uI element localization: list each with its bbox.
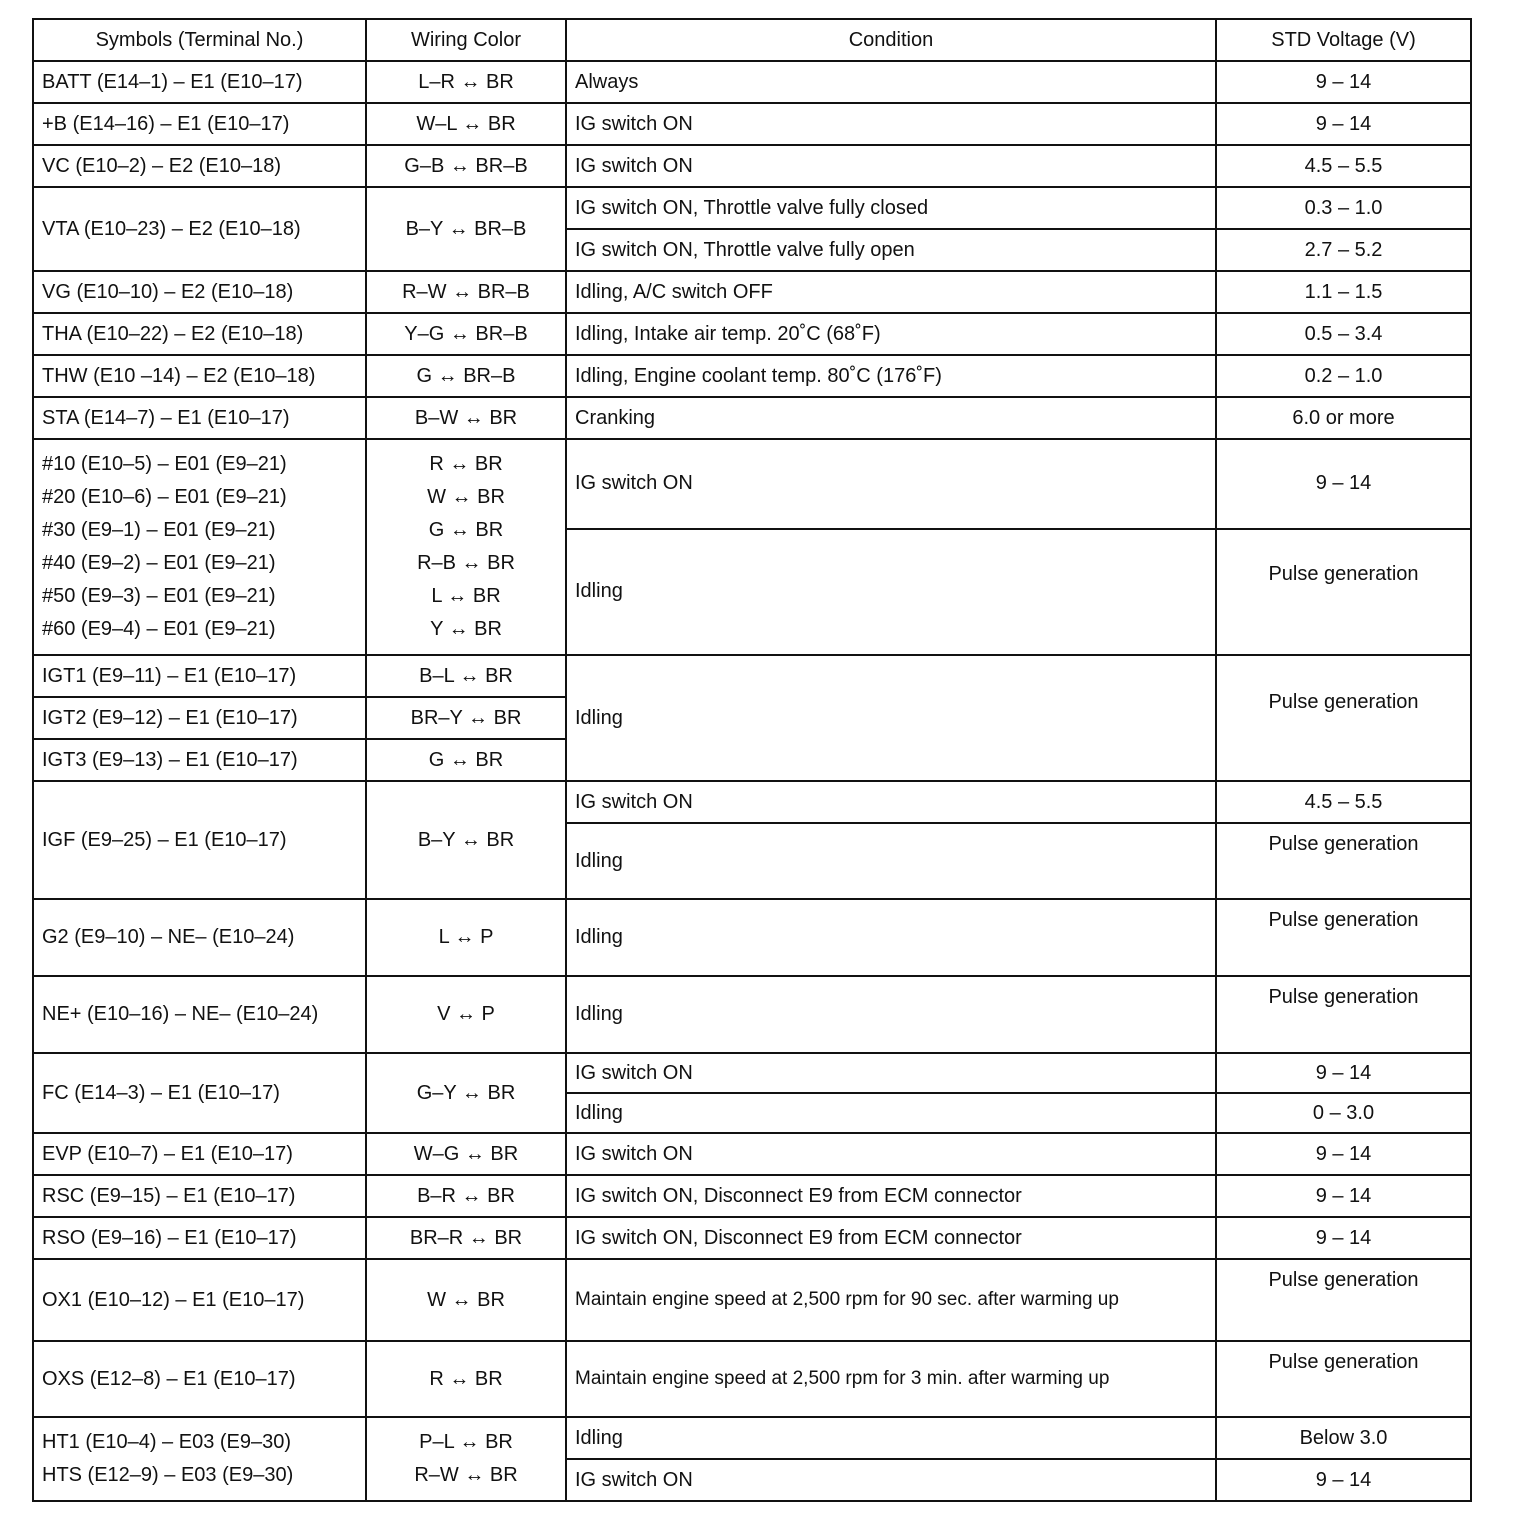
voltage-cell: 9 – 14 [1216,1459,1471,1501]
voltage-cell: 9 – 14 [1216,439,1471,529]
condition-cell: Always [566,61,1216,103]
voltage-cell: 4.5 – 5.5 [1216,145,1471,187]
table-row [33,1417,1471,1459]
wiring-cell: R ↔ BR [366,1341,566,1417]
voltage-cell: 0 – 3.0 [1216,1093,1471,1133]
injector-symbol: #30 (E9–1) – E01 (E9–21) [42,519,276,541]
wiring-cell: W–G ↔ BR [366,1133,566,1175]
table-row [33,1217,1471,1259]
wiring-cell: Y–G ↔ BR–B [366,313,566,355]
table-row [33,1133,1471,1175]
ht-symbol: HTS (E12–9) – E03 (E9–30) [42,1464,294,1486]
condition-cell: Maintain engine speed at 2,500 rpm for 90 sec. after warming up [566,1259,1216,1341]
condition-cell: IG switch ON [566,1459,1216,1501]
condition-cell: IG switch ON [566,781,1216,823]
symbol-cell: VC (E10–2) – E2 (E10–18) [33,145,366,187]
voltage-cell: 0.5 – 3.4 [1216,313,1471,355]
table-row [33,355,1471,397]
condition-cell: Idling [566,655,1216,781]
voltage-cell: 9 – 14 [1216,1175,1471,1217]
table-row [33,61,1471,103]
symbol-cell: FC (E14–3) – E1 (E10–17) [33,1053,366,1133]
voltage-cell: Below 3.0 [1216,1417,1471,1459]
ecm-terminal-voltage-table [32,18,1472,1502]
symbol-cell: NE+ (E10–16) – NE– (E10–24) [33,976,366,1053]
table-row [33,439,1471,529]
table-header-row [33,19,1471,61]
wiring-cell: G–B ↔ BR–B [366,145,566,187]
symbol-cell: BATT (E14–1) – E1 (E10–17) [33,61,366,103]
injector-wiring: R ↔ BR [429,453,503,475]
symbol-cell: IGT2 (E9–12) – E1 (E10–17) [33,697,366,739]
symbol-cell: +B (E14–16) – E1 (E10–17) [33,103,366,145]
table-row [33,899,1471,976]
wiring-cell: G–Y ↔ BR [366,1053,566,1133]
wiring-cell: W ↔ BR [366,1259,566,1341]
symbol-cell: THW (E10 –14) – E2 (E10–18) [33,355,366,397]
header-wiring-color: Wiring Color [366,19,566,61]
symbol-cell: IGF (E9–25) – E1 (E10–17) [33,781,366,899]
table-row [33,1175,1471,1217]
condition-cell: Idling [566,1093,1216,1133]
wiring-cell: L ↔ P [366,899,566,976]
symbol-cell: OX1 (E10–12) – E1 (E10–17) [33,1259,366,1341]
symbol-cell: VG (E10–10) – E2 (E10–18) [33,271,366,313]
ht-wiring: P–L ↔ BR [419,1431,513,1453]
voltage-cell: 9 – 14 [1216,61,1471,103]
table-row [33,1259,1471,1341]
voltage-cell: 9 – 14 [1216,1133,1471,1175]
voltage-cell: Pulse generation [1216,899,1471,976]
symbol-cell: RSC (E9–15) – E1 (E10–17) [33,1175,366,1217]
table-row [33,1053,1471,1093]
condition-cell: IG switch ON, Throttle valve fully closed [566,187,1216,229]
symbol-cell: OXS (E12–8) – E1 (E10–17) [33,1341,366,1417]
condition-cell: Idling [566,899,1216,976]
condition-cell: Idling [566,1417,1216,1459]
symbol-cell: G2 (E9–10) – NE– (E10–24) [33,899,366,976]
injector-symbol: #10 (E10–5) – E01 (E9–21) [42,453,287,475]
table-row [33,103,1471,145]
ht-wirings-cell [366,1417,566,1501]
wiring-cell: B–W ↔ BR [366,397,566,439]
table-row [33,781,1471,823]
wiring-cell: L–R ↔ BR [366,61,566,103]
voltage-cell: 4.5 – 5.5 [1216,781,1471,823]
voltage-cell: 9 – 14 [1216,1217,1471,1259]
condition-cell: Idling [566,823,1216,899]
condition-cell: IG switch ON, Disconnect E9 from ECM connector [566,1217,1216,1259]
injector-wiring: R–B ↔ BR [417,552,515,574]
symbol-cell: THA (E10–22) – E2 (E10–18) [33,313,366,355]
injector-symbol: #60 (E9–4) – E01 (E9–21) [42,618,276,640]
table-row [33,976,1471,1053]
voltage-cell: Pulse generation [1216,655,1471,781]
condition-cell: IG switch ON [566,1053,1216,1093]
table-row [33,1341,1471,1417]
symbol-cell: IGT1 (E9–11) – E1 (E10–17) [33,655,366,697]
symbol-cell: IGT3 (E9–13) – E1 (E10–17) [33,739,366,781]
injector-symbol: #40 (E9–2) – E01 (E9–21) [42,552,276,574]
table-row [33,655,1471,697]
condition-cell: IG switch ON [566,439,1216,529]
wiring-cell: R–W ↔ BR–B [366,271,566,313]
voltage-cell: 0.2 – 1.0 [1216,355,1471,397]
condition-cell: IG switch ON [566,103,1216,145]
table-row [33,313,1471,355]
header-symbols: Symbols (Terminal No.) [33,19,366,61]
voltage-cell: 1.1 – 1.5 [1216,271,1471,313]
table-row [33,271,1471,313]
voltage-cell: 9 – 14 [1216,1053,1471,1093]
injector-symbol: #50 (E9–3) – E01 (E9–21) [42,585,276,607]
wiring-cell: B–R ↔ BR [366,1175,566,1217]
voltage-cell: 9 – 14 [1216,103,1471,145]
condition-cell: Idling, Engine coolant temp. 80˚C (176˚F) [566,355,1216,397]
wiring-cell: W–L ↔ BR [366,103,566,145]
wiring-cell: G ↔ BR [366,739,566,781]
voltage-cell: 2.7 – 5.2 [1216,229,1471,271]
symbol-cell: VTA (E10–23) – E2 (E10–18) [33,187,366,271]
table-row [33,145,1471,187]
condition-cell: Idling, Intake air temp. 20˚C (68˚F) [566,313,1216,355]
injector-wiring: G ↔ BR [428,519,504,541]
condition-cell: IG switch ON [566,1133,1216,1175]
wiring-cell: G ↔ BR–B [366,355,566,397]
wiring-cell: B–L ↔ BR [366,655,566,697]
condition-cell: IG switch ON, Throttle valve fully open [566,229,1216,271]
wiring-cell: B–Y ↔ BR [366,781,566,899]
condition-cell: Idling [566,529,1216,655]
symbol-cell: EVP (E10–7) – E1 (E10–17) [33,1133,366,1175]
wiring-cell: BR–Y ↔ BR [366,697,566,739]
voltage-cell: Pulse generation [1216,823,1471,899]
ht-symbol: HT1 (E10–4) – E03 (E9–30) [42,1431,292,1453]
voltage-cell: Pulse generation [1216,529,1471,655]
voltage-cell: Pulse generation [1216,976,1471,1053]
injector-wiring: Y ↔ BR [430,618,502,640]
voltage-cell: 0.3 – 1.0 [1216,187,1471,229]
wiring-cell: B–Y ↔ BR–B [366,187,566,271]
condition-cell: Idling, A/C switch OFF [566,271,1216,313]
condition-cell: IG switch ON, Disconnect E9 from ECM connector [566,1175,1216,1217]
condition-cell: Maintain engine speed at 2,500 rpm for 3 min. after warming up [566,1341,1216,1417]
wiring-cell: BR–R ↔ BR [366,1217,566,1259]
injector-wiring: L ↔ BR [431,585,501,607]
wiring-cell: V ↔ P [366,976,566,1053]
ecm-terminal-voltage-table-sheet [32,18,1470,1502]
voltage-cell: 6.0 or more [1216,397,1471,439]
condition-cell: Cranking [566,397,1216,439]
table-row [33,397,1471,439]
ht-symbols-cell [33,1417,366,1501]
ht-wiring: R–W ↔ BR [414,1464,518,1486]
injector-symbols-cell [33,439,366,655]
injector-symbol: #20 (E10–6) – E01 (E9–21) [42,486,287,508]
table-row [33,187,1471,229]
symbol-cell: RSO (E9–16) – E1 (E10–17) [33,1217,366,1259]
symbol-cell: STA (E14–7) – E1 (E10–17) [33,397,366,439]
voltage-cell: Pulse generation [1216,1341,1471,1417]
condition-cell: IG switch ON [566,145,1216,187]
condition-cell: Idling [566,976,1216,1053]
injector-wiring: W ↔ BR [427,486,505,508]
injector-wirings-cell [366,439,566,655]
voltage-cell: Pulse generation [1216,1259,1471,1341]
header-std-voltage: STD Voltage (V) [1216,19,1471,61]
header-condition: Condition [566,19,1216,61]
